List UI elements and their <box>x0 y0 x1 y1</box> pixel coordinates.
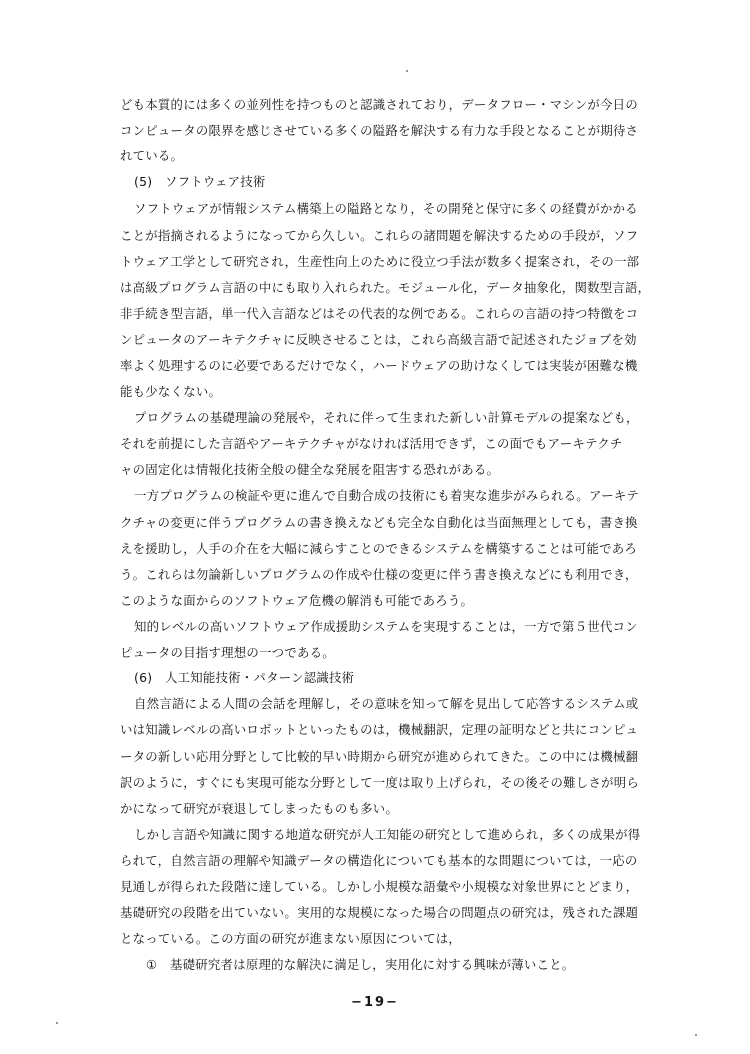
text-line: ンピュータのアーキテクチャに反映させることは，これら高級言語で記述されたジョブを効 <box>120 332 637 347</box>
text-line: 率よく処理するのに必要であるだけでなく，ハードウェアの助けなくしては実装が困難な機 <box>120 358 638 373</box>
text-line: ども本質的には多くの並列性を持つものと認識されており，データフロー・マシンが今日の <box>120 97 638 112</box>
page-number: −19− <box>351 995 399 1010</box>
scan-speck <box>56 1022 58 1024</box>
text-line: 非手続き型言語，単一代入言語などはその代表的な例である。これらの言語の持つ特徴をコ <box>120 306 639 321</box>
text-line: う。これらは勿論新しいプログラムの作成や仕様の変更に伴う書き換えなどにも利用でき， <box>120 567 638 582</box>
section-heading: (5) ソフトウェア技術 <box>134 174 266 189</box>
text-line: かになって研究が衰退してしまったものも多い。 <box>120 801 399 816</box>
text-line: ャの固定化は情報化技術全般の健全な発展を阻害する恐れがある。 <box>120 462 500 477</box>
text-line: コンピュータの限界を感じさせている多くの隘路を解決する有力な手段となることが期待さ <box>120 123 639 138</box>
scan-speck <box>695 1034 697 1036</box>
text-line: ソフトウェアが情報システム構築上の隘路となり，その開発と保守に多くの経費がかかる <box>134 201 638 216</box>
text-line: ータの新しい応用分野として比較的早い時期から研究が進められてきた。この中には機械翻 <box>120 749 639 764</box>
text-line: 訳のように，すぐにも実現可能な分野として一度は取り上げられ，その後その難しさが明ら <box>120 775 640 790</box>
section-heading: (6) 人工知能技術・パターン認識技術 <box>134 670 355 685</box>
text-line: プログラムの基礎理論の発展や，それに伴って生まれた新しい計算モデルの提案なども， <box>134 410 639 425</box>
text-line: は高級プログラム言語の中にも取り入れられた。モジュール化，データ抽象化，関数型言語， <box>120 280 651 295</box>
text-line: れている。 <box>120 148 184 163</box>
text-line: しかし言語や知識に関する地道な研究が人工知能の研究として進められ，多くの成果が得 <box>134 827 641 842</box>
text-line: ことが指摘されるようになってから久しい。これらの諸問題を解決するための手段が，ソフ <box>120 228 639 243</box>
text-line: 見通しが得られた段階に達している。しかし小規模な語彙や小規模な対象世界にとどまり， <box>120 879 639 894</box>
text-line: このような面からのソフトウェア危機の解消も可能であろう。 <box>120 593 474 608</box>
text-line: 基礎研究の段階を出ていない。実用的な規模になった場合の問題点の研究は，残された課題 <box>120 905 639 920</box>
text-line: 一方プログラムの検証や更に進んで自動合成の技術にも着実な進歩がみられる。アーキテ <box>134 488 640 503</box>
text-line: トウェア工学として研究され，生産性向上のために役立つ手法が数多く提案され，その一部 <box>120 254 640 269</box>
text-line: えを援助し，人手の介在を大幅に減らすことのできるシステムを構築することは可能であろ <box>120 541 638 556</box>
text-line: となっている。この方面の研究が進まない原因については， <box>120 931 462 946</box>
text-line: いは知識レベルの高いロボットといったものは，機械翻訳，定理の証明などと共にコンピュ <box>120 722 639 737</box>
list-item: ① 基礎研究者は原理的な解決に満足し，実用化に対する興味が薄いこと。 <box>146 957 575 972</box>
text-line: 知的レベルの高いソフトウェア作成援助システムを実現することは，一方で第５世代コン <box>134 619 638 634</box>
text-line: それを前提にした言語やアーキテクチャがなければ活用できず，この面でもアーキテクチ <box>120 436 623 451</box>
text-line: 自然言語による人間の会話を理解し，その意味を知って解を見出して応答するシステム或 <box>134 696 639 711</box>
scan-speck <box>406 70 408 72</box>
text-line: クチャの変更に伴うプログラムの書き換えなども完全な自動化は当面無理としても，書き換 <box>120 515 638 530</box>
text-line: られて，自然言語の理解や知識データの構造化についても基本的な問題については，一応の <box>120 853 638 868</box>
text-line: 能も少なくない。 <box>120 384 222 399</box>
text-line: ピュータの目指す理想の一つである。 <box>120 645 335 660</box>
